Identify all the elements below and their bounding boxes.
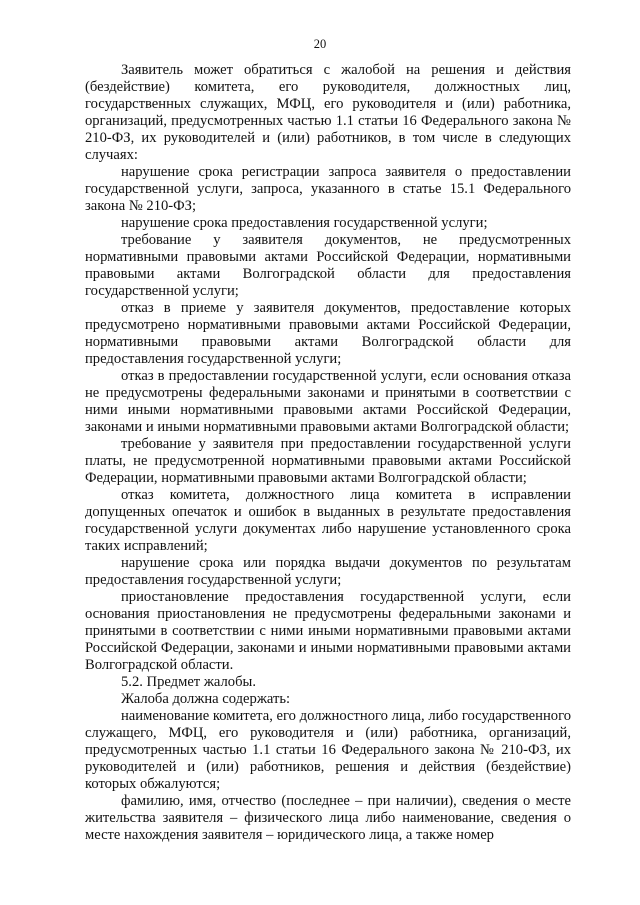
paragraph-registration-delay: нарушение срока регистрации запроса заявителя о предоставлении государственной услуги, запроса, указанного в статье 15.1 Федерального закона № 210-ФЗ; xyxy=(85,164,571,214)
paragraph-complaint-contents: Жалоба должна содержать: xyxy=(121,691,291,707)
paragraph-service-delay: нарушение срока предоставления государственной услуги; xyxy=(121,215,488,231)
paragraph-extra-documents: требование у заявителя документов, не предусмотренных нормативными правовыми актами Российской Федерации, нормативными правовыми актами Волгоградской области для предоставления государственной услуги; xyxy=(85,232,571,299)
paragraph-refusal-service: отказ в предоставлении государственной услуги, если основания отказа не предусмотрены федеральными законами и принятыми в соответствии с ними иными нормативными правовыми актами Российской Федерации, законами и иными нормативными правовыми актами Волгоградской области; xyxy=(85,368,571,435)
paragraph-correction-refusal: отказ комитета, должностного лица комитета в исправлении допущенных опечаток и ошибок в выданных в результате предоставления государственной услуги документах либо нарушение установленного срока таких исправлений; xyxy=(85,487,571,554)
paragraph-respondent-name: наименование комитета, его должностного лица, либо государственного служащего, МФЦ, его руководителя и (или) работника, организаций, предусмотренных частью 1.1 статьи 16 Федерального закона № 210-ФЗ, их руководителей и (или) работников, решения и действия (бездействие) которых обжалуются; xyxy=(85,708,571,792)
paragraph-intro: Заявитель может обратиться с жалобой на решения и действия (бездействие) комитета, его руководителя, должностных лиц, государственных служащих, МФЦ, его руководителя и (или) работника, организаций, предусмотренных частью 1.1 статьи 16 Федерального закона № 210-ФЗ, их руководителей и (или) работников, в том числе в следующих случаях: xyxy=(85,62,571,163)
paragraph-suspension: приостановление предоставления государственной услуги, если основания приостановления не предусмотрены федеральными законами и принятыми в соответствии с ними иными нормативными правовыми актами Российской Федерации, законами и иными нормативными правовыми актами Волгоградской области. xyxy=(85,589,571,673)
paragraph-applicant-details: фамилию, имя, отчество (последнее – при наличии), сведения о месте жительства заявителя – физического лица либо наименование, сведения о месте нахождения заявителя – юридического лица, а также номер xyxy=(85,793,571,843)
paragraph-refusal-acceptance: отказ в приеме у заявителя документов, предоставление которых предусмотрено нормативными правовыми актами Российской Федерации, нормативными правовыми актами Волгоградской области для предоставления государственной услуги; xyxy=(85,300,571,367)
paragraph-issue-delay: нарушение срока или порядка выдачи документов по результатам предоставления государственной услуги; xyxy=(85,555,571,588)
paragraph-payment-demand: требование у заявителя при предоставлении государственной услуги платы, не предусмотренной нормативными правовыми актами Российской Федерации, нормативными правовыми актами Волгоградской области; xyxy=(85,436,571,486)
section-heading-5-2: 5.2. Предмет жалобы. xyxy=(121,674,256,690)
page-number: 20 xyxy=(313,37,327,51)
document-body xyxy=(85,62,571,844)
